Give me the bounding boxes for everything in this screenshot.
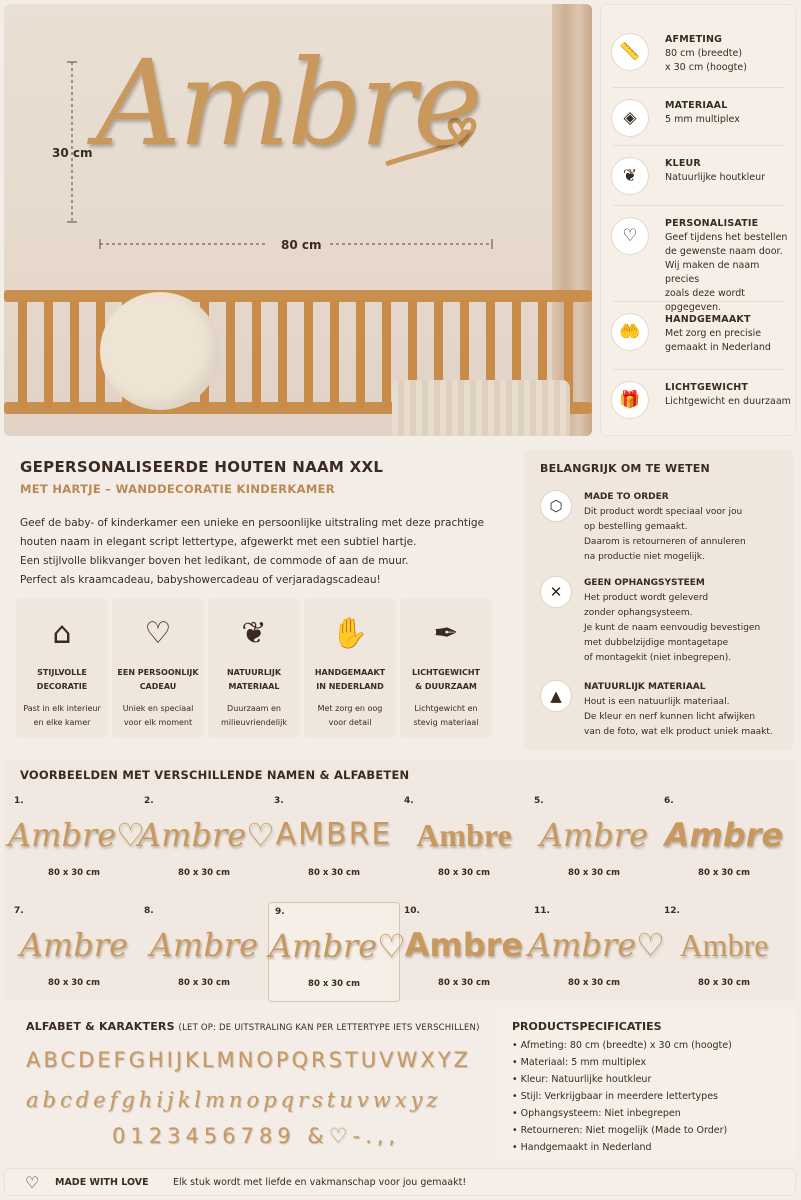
example-word: AMBRE <box>275 817 393 852</box>
crib-slat <box>330 300 339 408</box>
example-word: Ambre <box>664 816 784 854</box>
heart-icon: ♡ <box>25 1173 40 1192</box>
example-card[interactable] <box>398 792 530 892</box>
example-number: 3. <box>274 796 284 806</box>
example-card[interactable] <box>8 902 140 1002</box>
alphabet-digits: 0123456789 &♡-.,, <box>112 1124 401 1148</box>
example-card[interactable] <box>138 902 270 1002</box>
example-word: Ambre <box>149 926 259 964</box>
example-card[interactable] <box>138 792 275 892</box>
crib-slat <box>278 300 287 408</box>
spec-item: • Materiaal: 5 mm multiplex <box>512 1057 647 1068</box>
heart-icon: ♡ <box>144 616 172 651</box>
leaf-icon: ❦ <box>241 616 267 651</box>
leaf-icon: ❦ <box>611 157 649 195</box>
side-features-panel <box>600 4 796 436</box>
example-card[interactable] <box>8 792 145 892</box>
footer-bar <box>4 1168 796 1196</box>
product-subtitle: MET HARTJE – WANDDECORATIE KINDERKAMER <box>20 482 335 496</box>
example-number: 2. <box>144 796 154 806</box>
example-word: Ambre <box>679 927 769 963</box>
example-word: Ambre♡ <box>528 926 665 964</box>
specs-title: PRODUCTSPECIFICATIES <box>512 1020 662 1033</box>
feather-icon: ✒ <box>433 616 459 651</box>
hero-name: Ambre <box>96 34 480 172</box>
examples-title: VOORBEELDEN MET VERSCHILLENDE NAMEN & ALFABETEN <box>20 768 410 782</box>
crib-slat <box>44 300 53 408</box>
important-box <box>524 450 794 750</box>
example-number: 6. <box>664 796 674 806</box>
side-feature-material: ◈ MATERIAAL 5 mm multiplex <box>611 99 791 137</box>
important-made-to-order: ⬡ MADE TO ORDER Dit product wordt speciaal voor jou op bestelling gemaakt. Daarom is retourneren of annuleren na productie niet mogelijk. <box>540 490 788 565</box>
crib-slat <box>382 300 391 408</box>
alphabet-title: ALFABET & KARAKTERS (LET OP: DE UITSTRALING KAN PER LETTERTYPE IETS VERSCHILLEN) <box>26 1020 480 1033</box>
example-word: Ambre♡ <box>138 816 275 854</box>
crib-slat <box>226 300 235 408</box>
spec-item: • Kleur: Natuurlijke houtkleur <box>512 1074 652 1085</box>
example-number: 7. <box>14 906 24 916</box>
feature-card-handmade: ✋ HANDGEMAAKT IN NEDERLAND Met zorg en oog voor detail <box>304 598 396 738</box>
side-feature-size: 📏 AFMETING 80 cm (breedte) x 30 cm (hoogte) <box>611 33 791 75</box>
example-size: 80 x 30 cm <box>568 868 620 878</box>
alphabet-section <box>4 1008 490 1160</box>
ruler-icon: 📏 <box>611 33 649 71</box>
example-word: Ambre <box>539 816 649 854</box>
crib-slat <box>304 300 313 408</box>
side-feature-title: AFMETING <box>665 34 723 45</box>
example-card[interactable] <box>528 902 665 1002</box>
alphabet-uppercase: ABCDEFGHIJKLMNOPQRSTUVWXYZ <box>26 1048 471 1072</box>
example-number: 4. <box>404 796 414 806</box>
spec-item: • Afmeting: 80 cm (breedte) x 30 cm (hoogte) <box>512 1040 732 1051</box>
spec-item: • Handgemaakt in Nederland <box>512 1142 652 1153</box>
examples-section <box>4 760 796 1000</box>
width-label: 80 cm <box>281 238 322 252</box>
side-feature-color: ❦ KLEUR Natuurlijke houtkleur <box>611 157 791 195</box>
moon-pillow <box>100 292 220 410</box>
example-card[interactable] <box>528 792 660 892</box>
hand-icon: ✋ <box>331 616 369 651</box>
example-number: 9. <box>275 907 285 917</box>
example-number: 8. <box>144 906 154 916</box>
example-number: 11. <box>534 906 550 916</box>
example-size: 80 x 30 cm <box>698 868 750 878</box>
spec-item: • Stijl: Verkrijgbaar in meerdere lettertypes <box>512 1091 719 1102</box>
example-size: 80 x 30 cm <box>178 868 230 878</box>
product-intro: Geef de baby- of kinderkamer een unieke en persoonlijke uitstraling met deze prachtige houten naam in elegant script lettertype, afgewerkt met een subtiel hartje. Een stijlvolle blikvanger boven het ledikant, de commode of aan de muur. Perfect als kraamcadeau, babyshowercadeau of verjaradagscadeau! <box>20 517 485 586</box>
hero-image <box>4 4 592 436</box>
example-number: 10. <box>404 906 420 916</box>
example-card[interactable] <box>268 902 406 1002</box>
box-icon: ⬡ <box>540 490 572 522</box>
example-card[interactable] <box>658 902 790 1002</box>
important-title: BELANGRIJK OM TE WETEN <box>540 462 710 475</box>
example-size: 80 x 30 cm <box>698 978 750 988</box>
side-feature-handmade: 🤲 HANDGEMAAKT Met zorg en precisie gemaakt in Nederland <box>611 313 791 355</box>
example-size: 80 x 30 cm <box>308 868 360 878</box>
alphabet-lowercase: abcdefghijklmnopqrstuvwxyz <box>26 1088 442 1112</box>
example-size: 80 x 30 cm <box>178 978 230 988</box>
example-number: 12. <box>664 906 680 916</box>
spec-item: • Retourneren: Niet mogelijk (Made to Order) <box>512 1125 728 1136</box>
hand-heart-icon: 🤲 <box>611 313 649 351</box>
specs-section <box>496 1008 796 1160</box>
example-word: Ambre <box>404 926 524 964</box>
side-feature-lightweight: 🎁 LICHTGEWICHT Lichtgewicht en duurzaam <box>611 381 791 419</box>
side-feature-personalisation: ♡ PERSONALISATIE Geef tijdens het bestellen de gewenste naam door. Wij maken de naam precies zoals deze wordt opgegeven. <box>611 217 791 315</box>
footer-tagline: Elk stuk wordt met liefde en vakmanschap voor jou gemaakt! <box>173 1177 467 1188</box>
tree-icon: ▲ <box>540 680 572 712</box>
crib-slat <box>70 300 79 408</box>
feature-card-decoration: ⌂ STIJLVOLLE DECORATIE Past in elk interieur en elke kamer <box>16 598 108 738</box>
important-natural-material: ▲ NATUURLIJK MATERIAAL Hout is een natuurlijk materiaal. De kleur en nerf kunnen licht afwijken van de foto, wat elk product uniek maakt. <box>540 680 788 740</box>
feature-card-material: ❦ NATUURLIJK MATERIAAL Duurzaam en milieuvriendelijk <box>208 598 300 738</box>
feature-card-gift: ♡ EEN PERSOONLIJK CADEAU Uniek en speciaal voor elk moment <box>112 598 204 738</box>
crib-slat <box>18 300 27 408</box>
example-card[interactable] <box>658 792 790 892</box>
example-card[interactable] <box>398 902 530 1002</box>
example-size: 80 x 30 cm <box>308 979 360 989</box>
example-size: 80 x 30 cm <box>48 978 100 988</box>
example-card[interactable] <box>268 792 400 892</box>
heart-icon: ♡ <box>611 217 649 255</box>
product-title: GEPERSONALISEERDE HOUTEN NAAM XXL <box>20 458 384 476</box>
example-word: Ambre <box>19 926 129 964</box>
example-size: 80 x 30 cm <box>568 978 620 988</box>
example-number: 5. <box>534 796 544 806</box>
house-icon: ⌂ <box>52 616 72 651</box>
height-label: 30 cm <box>52 146 93 160</box>
example-word: Ambre♡ <box>269 927 406 965</box>
spec-item: • Ophangsysteem: Niet inbegrepen <box>512 1108 681 1119</box>
example-number: 1. <box>14 796 24 806</box>
feature-card-lightweight: ✒ LICHTGEWICHT & DUURZAAM Lichtgewicht en stevig materiaal <box>400 598 492 738</box>
blanket <box>392 380 570 436</box>
layers-icon: ◈ <box>611 99 649 137</box>
example-size: 80 x 30 cm <box>438 978 490 988</box>
example-size: 80 x 30 cm <box>438 868 490 878</box>
example-word: Ambre <box>416 817 512 853</box>
x-circle-icon: ✕ <box>540 576 572 608</box>
important-no-hanging: ✕ GEEN OPHANGSYSTEEM Het product wordt geleverd zonder ophangsysteem. Je kunt de naam eenvoudig bevestigen met dubbelzijdige montagetape of montagekit (niet inbegrepen). <box>540 576 788 666</box>
crib-slat <box>252 300 261 408</box>
crib-slat <box>356 300 365 408</box>
made-with-love: MADE WITH LOVE <box>55 1177 149 1188</box>
example-word: Ambre♡ <box>8 816 145 854</box>
example-size: 80 x 30 cm <box>48 868 100 878</box>
gift-icon: 🎁 <box>611 381 649 419</box>
